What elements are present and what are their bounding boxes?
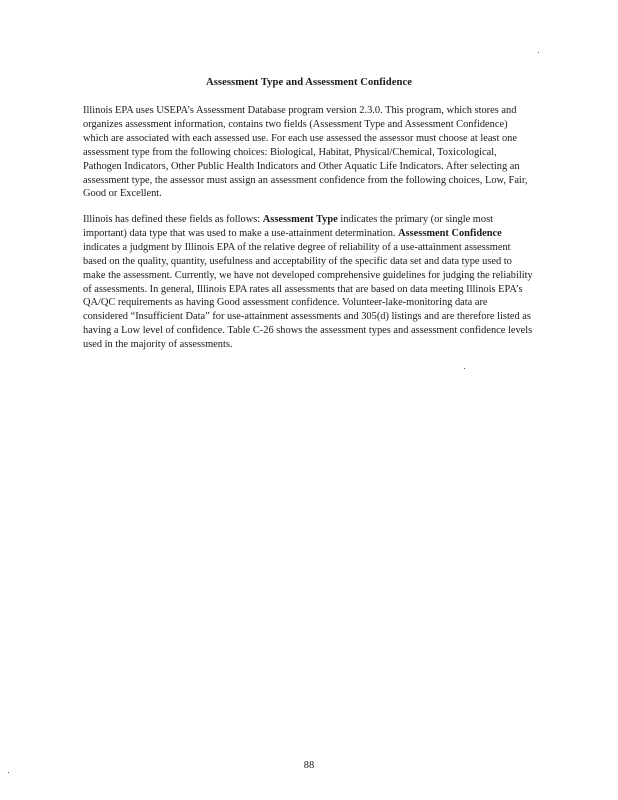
paragraph-text: indicates the primary (or single most important) data type that was used to make a use-attainment determination. — [83, 214, 493, 239]
term-assessment-type: Assessment Type — [262, 214, 338, 225]
paragraph-assessment-database: Illinois EPA uses USEPA’s Assessment Database program version 2.3.0. This program, which stores and organizes assessment information, contains two fields (Assessment Type and Assessment Confidence) which are associated with each assessed use. For each use assessed the assessor must choose at least one assessment type from the following choices: Biological, Habitat, Physical/Chemical, Toxicological, Pathogen Indicators, Other Public Health Indicators and Other Aquatic Life Indicators. After selecting an assessment type, the assessor must assign an assessment confidence from the following choices, Low, Fair, Good or Excellent. — [83, 105, 528, 200]
paragraph-text: indicates a judgment by Illinois EPA of the relative degree of reliability of a use-attainment assessment based on the quality, quantity, usefulness and acceptability of the specific data set and data type used to make the assessment. Currently, we have not developed comprehensive guidelines for judging the reliability of assessments. In general, Illinois EPA rates all assessments that are based on data meeting Illinois EPA’s QA/QC requirements as having Good assessment confidence. Volunteer-lake-monitoring data are considered “Insufficient Data” for use-attainment assessments and 305(d) listings and are therefore listed as having a Low level of confidence. Table C-26 shows the assessment types and assessment confidence levels used in the majority of assessments. — [83, 241, 533, 351]
section-title: Assessment Type and Assessment Confidence — [206, 77, 412, 88]
term-assessment-confidence: Assessment Confidence — [398, 227, 502, 239]
page-number: 88 — [303, 760, 315, 771]
scan-speck — [538, 52, 539, 53]
scan-speck — [464, 368, 465, 369]
scan-speck — [8, 772, 9, 773]
paragraph-text: Illinois has defined these fields as follows: — [83, 214, 263, 225]
paragraph-field-definitions — [83, 213, 533, 352]
